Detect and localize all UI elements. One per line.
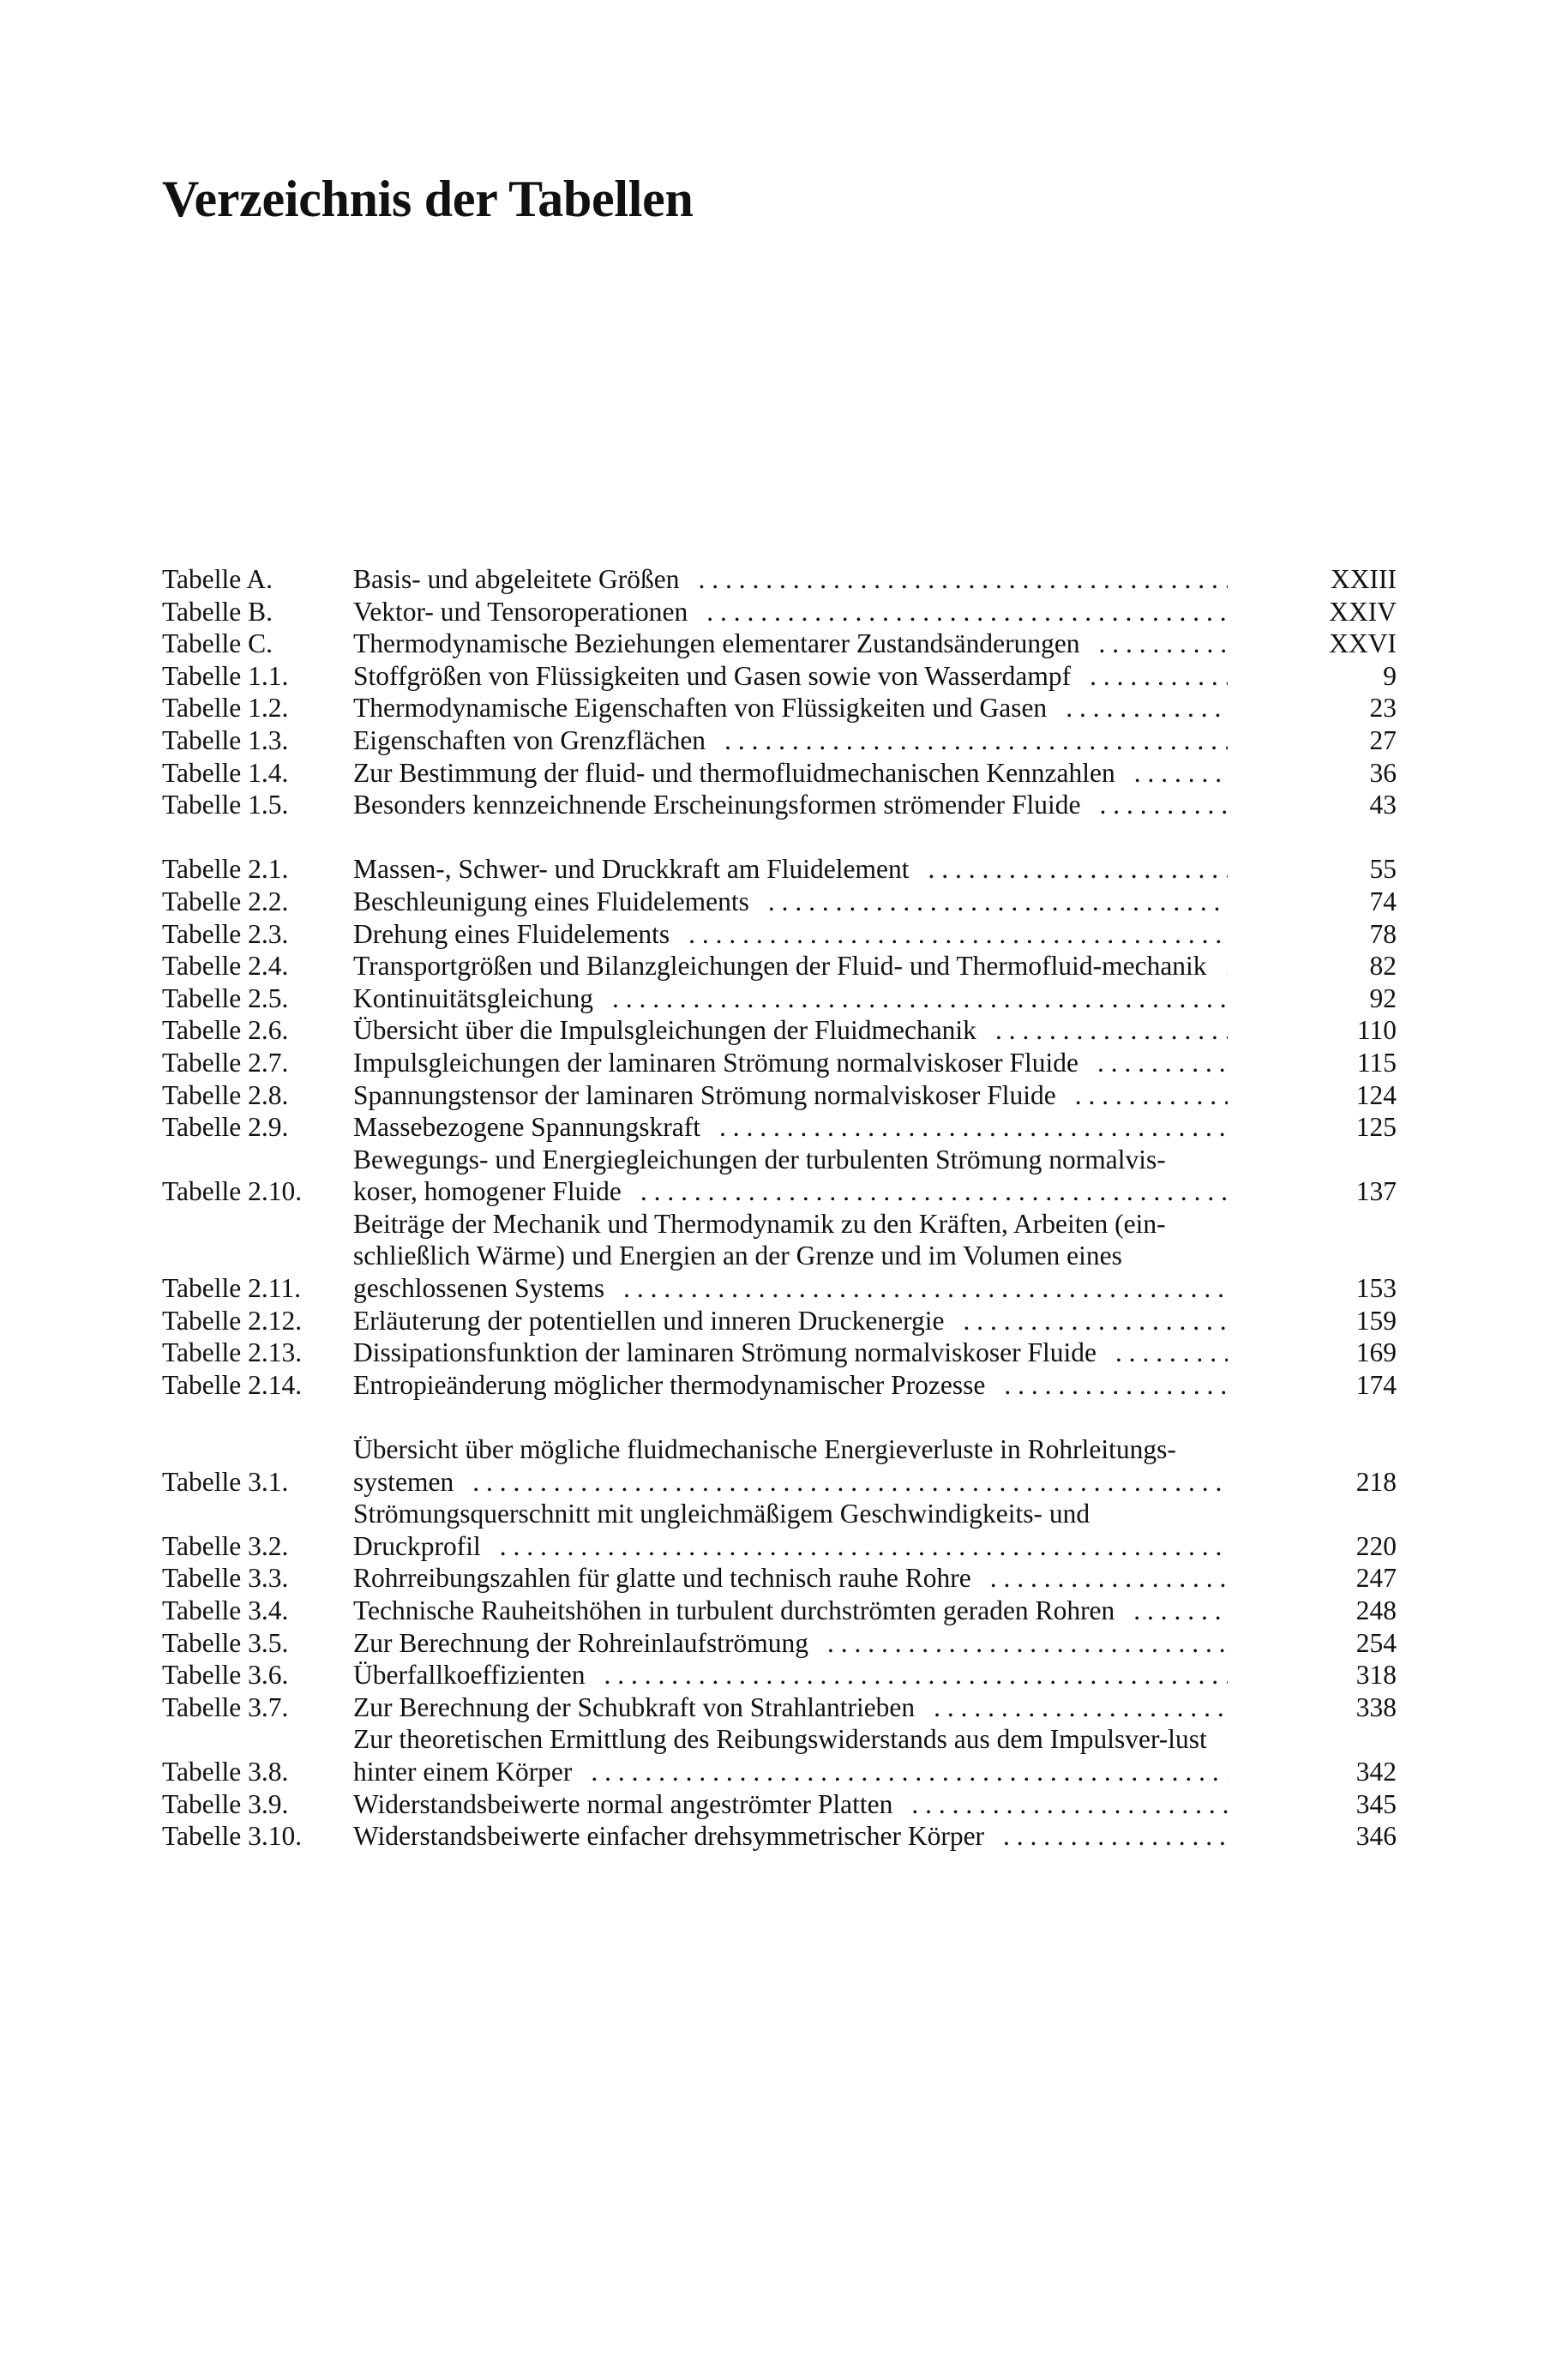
table-title-cell xyxy=(353,1433,1228,1498)
table-title: Spannungstensor der laminaren Strömung normalviskoser Fluide xyxy=(353,1080,1065,1110)
toc-entry xyxy=(162,1820,1397,1853)
toc-entry xyxy=(162,1691,1397,1724)
table-number: Tabelle 3.4. xyxy=(162,1595,289,1625)
table-title: Rohrreibungszahlen für glatte und technisch rauhe Rohre xyxy=(353,1563,980,1593)
table-number: Tabelle 1.1. xyxy=(162,660,289,691)
table-number: Tabelle 2.9. xyxy=(162,1112,289,1143)
page-number: 346 xyxy=(1355,1821,1397,1852)
toc-entry xyxy=(162,596,1397,628)
toc-entry xyxy=(162,1788,1397,1821)
table-title-cell xyxy=(353,1111,1228,1144)
table-title-cell xyxy=(353,628,1228,660)
table-title-cell xyxy=(353,596,1228,628)
toc-entry xyxy=(162,1562,1397,1595)
table-number: Tabelle 2.3. xyxy=(162,918,289,949)
table-title: Strömungsquerschnitt mit ungleichmäßigem Geschwindigkeits- und Druckprofil xyxy=(353,1499,1090,1561)
table-title-cell xyxy=(353,1562,1228,1595)
toc-entry xyxy=(162,724,1397,757)
page-number: 247 xyxy=(1355,1563,1397,1594)
page-number: 78 xyxy=(1369,918,1397,949)
table-title-cell xyxy=(353,853,1228,886)
page-number: 55 xyxy=(1369,854,1397,885)
table-title: Besonders kennzeichnende Erscheinungsformen strömender Fluide xyxy=(353,790,1090,820)
toc-entry xyxy=(162,1433,1397,1498)
table-title: Widerstandsbeiwerte einfacher drehsymmetrischer Körper xyxy=(353,1821,993,1851)
toc-entry xyxy=(162,1337,1397,1369)
table-title-cell xyxy=(353,1627,1228,1660)
page-number: XXIV xyxy=(1329,596,1397,627)
toc-entry xyxy=(162,853,1397,886)
table-title: Eigenschaften von Grenzflächen xyxy=(353,725,714,755)
table-title: Basis- und abgeleitete Größen xyxy=(353,564,688,594)
page-number: 36 xyxy=(1369,757,1397,788)
table-title-cell xyxy=(353,1305,1228,1337)
table-title: Übersicht über mögliche fluidmechanische Energieverluste in Rohrleitungs-systemen xyxy=(353,1434,1176,1497)
table-title-cell xyxy=(353,1820,1228,1853)
table-title: Beiträge der Mechanik und Thermodynamik zu den Kräften, Arbeiten (ein-schließlich Wärme) und Energien an der Grenze und im Volumen eines geschlossenen Systems xyxy=(353,1208,1166,1304)
page-number: 74 xyxy=(1369,886,1397,916)
table-number: Tabelle 2.10. xyxy=(162,1176,303,1207)
page-number: 23 xyxy=(1369,693,1397,724)
toc-entry xyxy=(162,1627,1397,1660)
toc-entry xyxy=(162,757,1397,790)
page-number: 82 xyxy=(1369,951,1397,982)
table-title-cell xyxy=(353,660,1228,693)
page-number: 338 xyxy=(1355,1691,1397,1722)
table-title: Transportgrößen und Bilanzgleichungen der Fluid- und Thermofluid-mechanik xyxy=(353,951,1216,981)
table-title-cell xyxy=(353,1498,1228,1562)
table-number: Tabelle 1.2. xyxy=(162,693,289,724)
table-title: Übersicht über die Impulsgleichungen der Fluidmechanik xyxy=(353,1015,985,1045)
table-title: Erläuterung der potentiellen und inneren Druckenergie xyxy=(353,1306,953,1336)
table-number: Tabelle A. xyxy=(162,564,273,594)
page-number: 159 xyxy=(1355,1305,1397,1336)
page-number: 43 xyxy=(1369,790,1397,820)
toc-entry xyxy=(162,918,1397,951)
page-number: 342 xyxy=(1355,1756,1397,1787)
toc-entry xyxy=(162,886,1397,918)
table-title-cell xyxy=(353,1659,1228,1691)
table-number: Tabelle 3.5. xyxy=(162,1627,289,1658)
page-number: 153 xyxy=(1355,1273,1397,1304)
table-number: Tabelle 2.2. xyxy=(162,886,289,916)
table-number: Tabelle B. xyxy=(162,596,273,627)
page-number: XXVI xyxy=(1329,628,1397,659)
page-number: 169 xyxy=(1355,1337,1397,1368)
page-number: 137 xyxy=(1355,1176,1397,1207)
page-number: 254 xyxy=(1355,1627,1397,1658)
table-number: Tabelle 3.2. xyxy=(162,1530,289,1561)
table-title-cell xyxy=(353,1691,1228,1724)
toc-entry xyxy=(162,563,1397,596)
table-number: Tabelle 3.1. xyxy=(162,1466,289,1497)
table-number: Tabelle 3.3. xyxy=(162,1563,289,1594)
page-number: 174 xyxy=(1355,1369,1397,1400)
table-title-cell xyxy=(353,950,1228,982)
toc-entry xyxy=(162,1723,1397,1787)
table-title-cell xyxy=(353,692,1228,724)
table-title-cell xyxy=(353,1788,1228,1821)
table-title: Bewegungs- und Energiegleichungen der turbulenten Strömung normalvis-koser, homogener Fluide xyxy=(353,1144,1166,1207)
table-title: Vektor- und Tensoroperationen xyxy=(353,597,696,627)
toc-entry xyxy=(162,1079,1397,1112)
table-title-cell xyxy=(353,563,1228,596)
table-number: Tabelle 2.6. xyxy=(162,1015,289,1046)
table-title-cell xyxy=(353,1014,1228,1047)
toc-entry xyxy=(162,982,1397,1015)
table-number: Tabelle 1.3. xyxy=(162,724,289,755)
table-title-cell xyxy=(353,724,1228,757)
toc-group xyxy=(162,1433,1397,1853)
page-number: 248 xyxy=(1355,1595,1397,1625)
table-list xyxy=(162,563,1397,1884)
page-number: 110 xyxy=(1356,1015,1397,1046)
toc-entry xyxy=(162,789,1397,821)
table-title: Stoffgrößen von Flüssigkeiten und Gasen sowie von Wasserdampf xyxy=(353,661,1079,691)
toc-entry xyxy=(162,692,1397,724)
toc-entry xyxy=(162,1498,1397,1562)
table-title: Beschleunigung eines Fluidelements xyxy=(353,886,758,916)
table-title-cell xyxy=(353,1369,1228,1402)
table-title-cell xyxy=(353,918,1228,951)
table-number: Tabelle 3.8. xyxy=(162,1756,289,1787)
page-number: 9 xyxy=(1383,660,1397,691)
table-title-cell xyxy=(353,1144,1228,1208)
page-number: 27 xyxy=(1369,724,1397,755)
table-title: Massebezogene Spannungskraft xyxy=(353,1112,709,1142)
page-number: 218 xyxy=(1355,1466,1397,1497)
table-number: Tabelle 2.8. xyxy=(162,1079,289,1110)
table-number: Tabelle C. xyxy=(162,628,273,659)
page-number: 92 xyxy=(1369,982,1397,1013)
table-number: Tabelle 2.4. xyxy=(162,951,289,982)
toc-entry xyxy=(162,1595,1397,1627)
table-title-cell xyxy=(353,1337,1228,1369)
table-number: Tabelle 1.5. xyxy=(162,790,289,820)
toc-entry xyxy=(162,1305,1397,1337)
table-number: Tabelle 2.13. xyxy=(162,1337,303,1368)
table-title-cell xyxy=(353,982,1228,1015)
table-title: Zur Bestimmung der fluid- und thermofluidmechanischen Kennzahlen xyxy=(353,758,1124,788)
table-title-cell xyxy=(353,1079,1228,1112)
table-title: Überfallkoeffizienten xyxy=(353,1660,594,1690)
toc-entry xyxy=(162,1369,1397,1402)
table-number: Tabelle 2.1. xyxy=(162,854,289,885)
toc-entry xyxy=(162,660,1397,693)
table-title-cell xyxy=(353,757,1228,790)
table-title: Technische Rauheitshöhen in turbulent durchströmten geraden Rohren xyxy=(353,1595,1123,1625)
table-title-cell xyxy=(353,886,1228,918)
table-title-cell xyxy=(353,789,1228,821)
toc-entry xyxy=(162,1659,1397,1691)
page-title: Verzeichnis der Tabellen xyxy=(162,171,694,227)
toc-entry xyxy=(162,1111,1397,1144)
toc-group xyxy=(162,853,1397,1401)
toc-entry xyxy=(162,1208,1397,1305)
page-number: XXIII xyxy=(1331,564,1397,594)
table-title: Impulsgleichungen der laminaren Strömung normalviskoser Fluide xyxy=(353,1048,1087,1078)
table-title: Zur Berechnung der Schubkraft von Strahlantrieben xyxy=(353,1692,923,1722)
table-title: Drehung eines Fluidelements xyxy=(353,919,678,949)
toc-group xyxy=(162,563,1397,821)
toc-entry xyxy=(162,1144,1397,1208)
table-number: Tabelle 3.10. xyxy=(162,1821,303,1852)
table-title: Kontinuitätsgleichung xyxy=(353,983,602,1013)
page-number: 220 xyxy=(1355,1530,1397,1561)
table-number: Tabelle 3.7. xyxy=(162,1691,289,1722)
table-number: Tabelle 2.7. xyxy=(162,1047,289,1078)
table-number: Tabelle 1.4. xyxy=(162,757,289,788)
page-number: 124 xyxy=(1355,1079,1397,1110)
toc-entry xyxy=(162,628,1397,660)
page-number: 115 xyxy=(1356,1047,1397,1078)
table-title-cell xyxy=(353,1595,1228,1627)
page-number: 125 xyxy=(1355,1112,1397,1143)
toc-entry xyxy=(162,950,1397,982)
table-title: Thermodynamische Eigenschaften von Flüssigkeiten und Gasen xyxy=(353,693,1055,723)
toc-entry xyxy=(162,1014,1397,1047)
page-number: 345 xyxy=(1355,1788,1397,1819)
table-title: Dissipationsfunktion der laminaren Strömung normalviskoser Fluide xyxy=(353,1337,1105,1367)
page-number: 318 xyxy=(1355,1660,1397,1691)
table-title: Massen-, Schwer- und Druckkraft am Fluidelement xyxy=(353,854,917,884)
table-title-cell xyxy=(353,1047,1228,1079)
table-number: Tabelle 2.12. xyxy=(162,1305,303,1336)
table-title: Zur Berechnung der Rohreinlaufströmung xyxy=(353,1628,817,1658)
table-number: Tabelle 3.9. xyxy=(162,1788,289,1819)
table-title: Entropieänderung möglicher thermodynamischer Prozesse xyxy=(353,1370,994,1400)
table-number: Tabelle 2.5. xyxy=(162,982,289,1013)
table-title-cell xyxy=(353,1723,1228,1787)
table-number: Tabelle 2.14. xyxy=(162,1369,303,1400)
table-number: Tabelle 2.11. xyxy=(162,1273,301,1304)
table-title-cell xyxy=(353,1208,1228,1305)
table-title: Widerstandsbeiwerte normal angeströmter Platten xyxy=(353,1789,901,1819)
toc-entry xyxy=(162,1047,1397,1079)
table-title: Zur theoretischen Ermittlung des Reibungswiderstands aus dem Impulsver-lust hinter einem Körper xyxy=(353,1724,1207,1787)
table-number: Tabelle 3.6. xyxy=(162,1660,289,1691)
table-title: Thermodynamische Beziehungen elementarer Zustandsänderungen xyxy=(353,628,1089,658)
